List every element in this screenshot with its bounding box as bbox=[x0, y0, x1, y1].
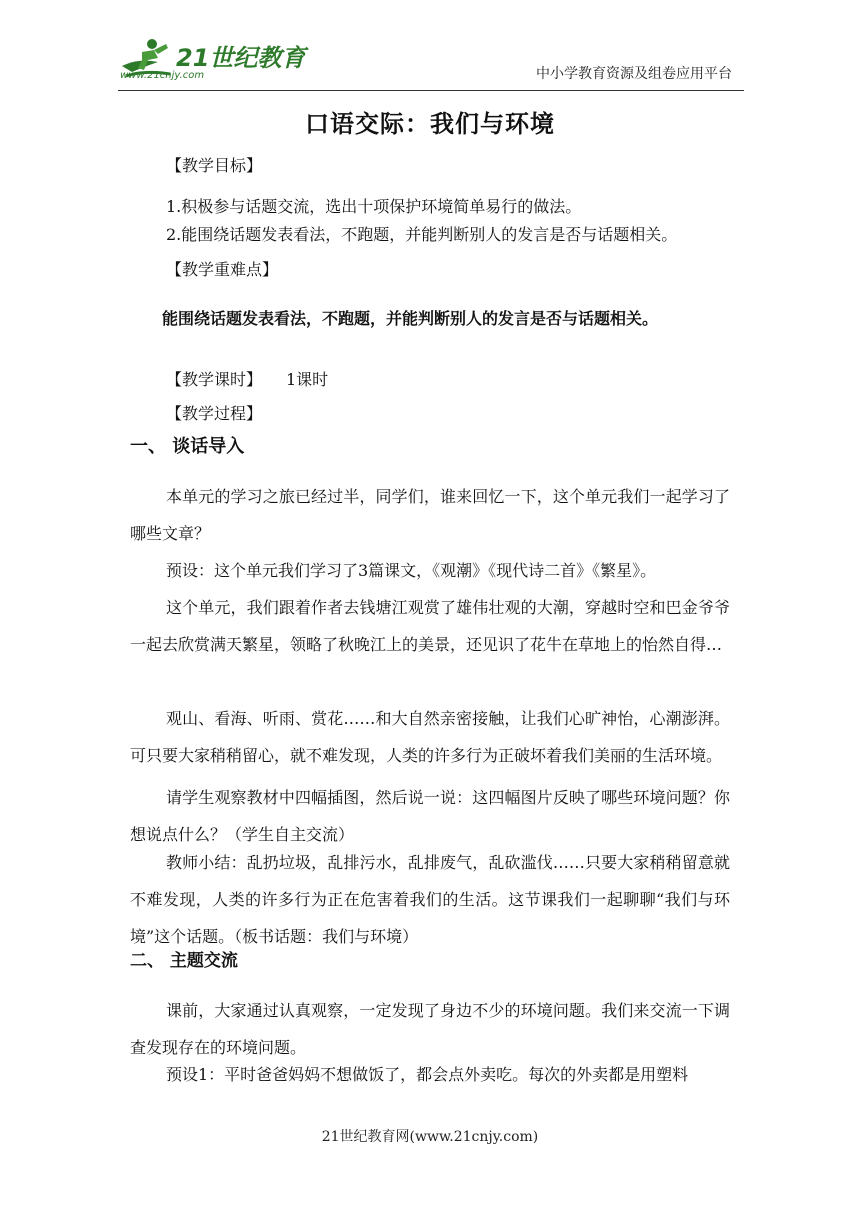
site-logo[interactable] bbox=[118, 36, 306, 84]
process-heading: 【教学过程】 bbox=[166, 404, 263, 423]
paragraph-5: 请学生观察教材中四幅插图，然后说一说：这四幅图片反映了哪些环境问题？你想说点什么？（学生自主交流） bbox=[130, 788, 730, 844]
paragraph-3: 这个单元，我们跟着作者去钱塘江观赏了雄伟壮观的大潮，穿越时空和巴金爷爷一起去欣赏满天繁星，领略了秋晚江上的美景，还见识了花牛在草地上的怡然自得… bbox=[130, 598, 730, 654]
paragraph-8: 预设1：平时爸爸妈妈不想做饭了，都会点外卖吃。每次的外卖都是用塑料 bbox=[166, 1065, 689, 1084]
goals-heading: 【教学目标】 bbox=[166, 156, 263, 175]
logo-url: www.21cnjy.com bbox=[120, 70, 205, 81]
section-1-heading: 一、 谈话导入 bbox=[130, 436, 245, 457]
paragraph-6: 教师小结：乱扔垃圾，乱排污水，乱排废气，乱砍滥伐……只要大家稍稍留意就不难发现，人类的许多行为正在危害着我们的生活。这节课我们一起聊聊“我们与环境”这个话题。（板书话题：我们与环境） bbox=[130, 853, 730, 946]
platform-tagline: 中小学教育资源及组卷应用平台 bbox=[536, 66, 732, 82]
hours-heading: 【教学课时】 bbox=[166, 370, 263, 389]
hours-value: 1课时 bbox=[286, 370, 329, 389]
logo-text: 21世纪教育 bbox=[176, 44, 306, 72]
paragraph-4: 观山、看海、听雨、赏花……和大自然亲密接触，让我们心旷神怡，心潮澎湃。可只要大家稍稍留心，就不难发现，人类的许多行为正破坏着我们美丽的生活环境。 bbox=[130, 709, 730, 765]
key-point-text: 能围绕话题发表看法，不跑题，并能判断别人的发言是否与话题相关。 bbox=[162, 309, 659, 328]
key-points-heading: 【教学重难点】 bbox=[166, 260, 279, 279]
page-footer: 21世纪教育网(www.21cnjy.com) bbox=[321, 1129, 539, 1145]
document-title: 口语交际：我们与环境 bbox=[305, 109, 555, 138]
page-header bbox=[0, 0, 860, 92]
paragraph-1: 本单元的学习之旅已经过半，同学们，谁来回忆一下，这个单元我们一起学习了哪些文章？ bbox=[130, 487, 730, 543]
section-2-heading: 二、 主题交流 bbox=[130, 951, 238, 971]
header-divider bbox=[118, 90, 744, 91]
paragraph-2: 预设：这个单元我们学习了3篇课文，《观潮》《现代诗二首》《繁星》。 bbox=[166, 561, 657, 580]
paragraph-7: 课前，大家通过认真观察，一定发现了身边不少的环境问题。我们来交流一下调查发现存在的环境问题。 bbox=[130, 1001, 730, 1057]
goal-item-1: 1.积极参与话题交流，选出十项保护环境简单易行的做法。 bbox=[166, 197, 582, 216]
goal-item-2: 2.能围绕话题发表看法，不跑题，并能判断别人的发言是否与话题相关。 bbox=[166, 225, 678, 244]
